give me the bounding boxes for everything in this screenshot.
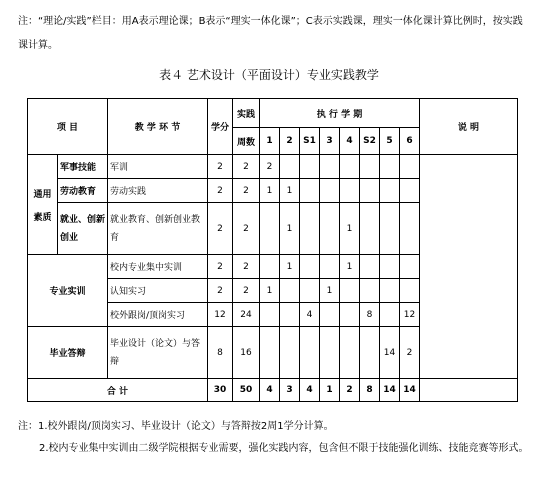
semester-cell <box>380 303 400 327</box>
weeks-cell: 2 <box>233 203 260 255</box>
semester-cell: 1 <box>340 203 360 255</box>
teaching-item: 毕业设计（论文）与答辩 <box>108 327 208 379</box>
total-credit: 30 <box>208 379 233 402</box>
semester-cell: 1 <box>340 255 360 279</box>
weeks-cell: 2 <box>233 279 260 303</box>
semester-cell <box>400 279 420 303</box>
weeks-cell: 24 <box>233 303 260 327</box>
header-remarks: 说 明 <box>420 99 518 155</box>
total-label: 合 计 <box>28 379 208 402</box>
header-semester: 4 <box>340 128 360 155</box>
sub-item: 军事技能 <box>58 155 108 179</box>
teaching-item: 就业教育、创新创业教育 <box>108 203 208 255</box>
sub-item: 劳动教育 <box>58 179 108 203</box>
semester-cell <box>380 179 400 203</box>
total-remarks <box>420 379 518 402</box>
semester-cell <box>360 203 380 255</box>
semester-cell: 1 <box>280 255 300 279</box>
group-professional: 专业实训 <box>28 255 108 327</box>
table-title: 表４ 艺术设计（平面设计）专业实践教学 <box>159 68 379 82</box>
header-semester: S2 <box>360 128 380 155</box>
semester-cell <box>320 155 340 179</box>
teaching-item: 校内专业集中实训 <box>108 255 208 279</box>
semester-cell: 1 <box>280 203 300 255</box>
semester-cell <box>340 303 360 327</box>
semester-cell <box>340 155 360 179</box>
semester-cell: 2 <box>400 327 420 379</box>
semester-cell <box>360 255 380 279</box>
semester-cell: 1 <box>260 179 280 203</box>
credit-cell: 2 <box>208 279 233 303</box>
bottom-note-2: 2.校内专业集中实训由二级学院根据专业需要，强化实践内容，包含但不限于技能强化训练、技能竞赛等形式。 <box>39 443 529 454</box>
bottom-note-1: 注：1.校外跟岗/顶岗实习、毕业设计（论文）与答辩按2周1学分计算。 <box>18 421 334 432</box>
semester-cell <box>300 155 320 179</box>
semester-cell <box>300 179 320 203</box>
semester-cell <box>320 303 340 327</box>
header-semester: 3 <box>320 128 340 155</box>
semester-cell <box>300 203 320 255</box>
total-semester: 3 <box>280 379 300 402</box>
practice-teaching-table <box>27 98 518 402</box>
semester-cell <box>280 327 300 379</box>
semester-cell: 4 <box>300 303 320 327</box>
remarks-cell <box>420 155 518 379</box>
semester-cell <box>400 255 420 279</box>
weeks-cell: 16 <box>233 327 260 379</box>
semester-cell: 14 <box>380 327 400 379</box>
semester-cell <box>380 203 400 255</box>
semester-cell <box>360 179 380 203</box>
teaching-item: 劳动实践 <box>108 179 208 203</box>
semester-cell <box>340 279 360 303</box>
semester-cell <box>320 327 340 379</box>
header-semester: 1 <box>260 128 280 155</box>
header-semester: 5 <box>380 128 400 155</box>
teaching-item: 校外跟岗/顶岗实习 <box>108 303 208 327</box>
total-weeks: 50 <box>233 379 260 402</box>
semester-cell <box>360 279 380 303</box>
header-semester: S1 <box>300 128 320 155</box>
semester-cell <box>260 303 280 327</box>
semester-cell <box>400 203 420 255</box>
credit-cell: 8 <box>208 327 233 379</box>
semester-cell: 12 <box>400 303 420 327</box>
semester-cell: 2 <box>260 155 280 179</box>
header-teaching: 教 学 环 节 <box>108 99 208 155</box>
total-semester: 1 <box>320 379 340 402</box>
semester-cell <box>300 327 320 379</box>
semester-cell <box>380 279 400 303</box>
semester-cell <box>320 179 340 203</box>
semester-cell: 1 <box>260 279 280 303</box>
header-semester: 2 <box>280 128 300 155</box>
semester-cell <box>380 255 400 279</box>
credit-cell: 2 <box>208 203 233 255</box>
semester-cell <box>300 279 320 303</box>
header-project: 项 目 <box>28 99 108 155</box>
credit-cell: 2 <box>208 255 233 279</box>
semester-cell <box>340 327 360 379</box>
total-semester: 14 <box>400 379 420 402</box>
header-semester: 6 <box>400 128 420 155</box>
semester-cell: 1 <box>280 179 300 203</box>
top-note: 注：“理论/实践”栏目：用A表示理论课；B表示“理实一体化课”；C表示实践课，理实一体化课计算比例时，按实践课计算。 <box>18 16 523 51</box>
semester-cell <box>280 303 300 327</box>
semester-cell <box>340 179 360 203</box>
credit-cell: 2 <box>208 179 233 203</box>
header-credits: 学分 <box>208 99 233 155</box>
total-semester: 4 <box>260 379 280 402</box>
semester-cell <box>280 279 300 303</box>
group-general-quality: 通用 素质 <box>28 155 58 255</box>
total-semester: 4 <box>300 379 320 402</box>
semester-cell <box>260 203 280 255</box>
semester-cell <box>280 155 300 179</box>
bottom-notes <box>18 416 530 460</box>
credit-cell: 2 <box>208 155 233 179</box>
semester-cell <box>260 327 280 379</box>
header-practice-weeks: 周数 <box>233 128 260 155</box>
header-semester-group: 执 行 学 期 <box>260 99 420 128</box>
weeks-cell: 2 <box>233 155 260 179</box>
semester-cell <box>260 255 280 279</box>
credit-cell: 12 <box>208 303 233 327</box>
teaching-item: 认知实习 <box>108 279 208 303</box>
total-semester: 2 <box>340 379 360 402</box>
semester-cell <box>380 155 400 179</box>
weeks-cell: 2 <box>233 255 260 279</box>
semester-cell <box>320 203 340 255</box>
header-practice: 实践 <box>233 99 260 128</box>
semester-cell <box>360 327 380 379</box>
semester-cell <box>360 155 380 179</box>
semester-cell <box>400 179 420 203</box>
total-semester: 14 <box>380 379 400 402</box>
total-semester: 8 <box>360 379 380 402</box>
semester-cell: 8 <box>360 303 380 327</box>
semester-cell: 1 <box>320 279 340 303</box>
sub-item: 就业、创新创业 <box>58 203 108 255</box>
semester-cell <box>400 155 420 179</box>
group-graduation: 毕业答辩 <box>28 327 108 379</box>
weeks-cell: 2 <box>233 179 260 203</box>
semester-cell <box>320 255 340 279</box>
teaching-item: 军训 <box>108 155 208 179</box>
semester-cell <box>300 255 320 279</box>
